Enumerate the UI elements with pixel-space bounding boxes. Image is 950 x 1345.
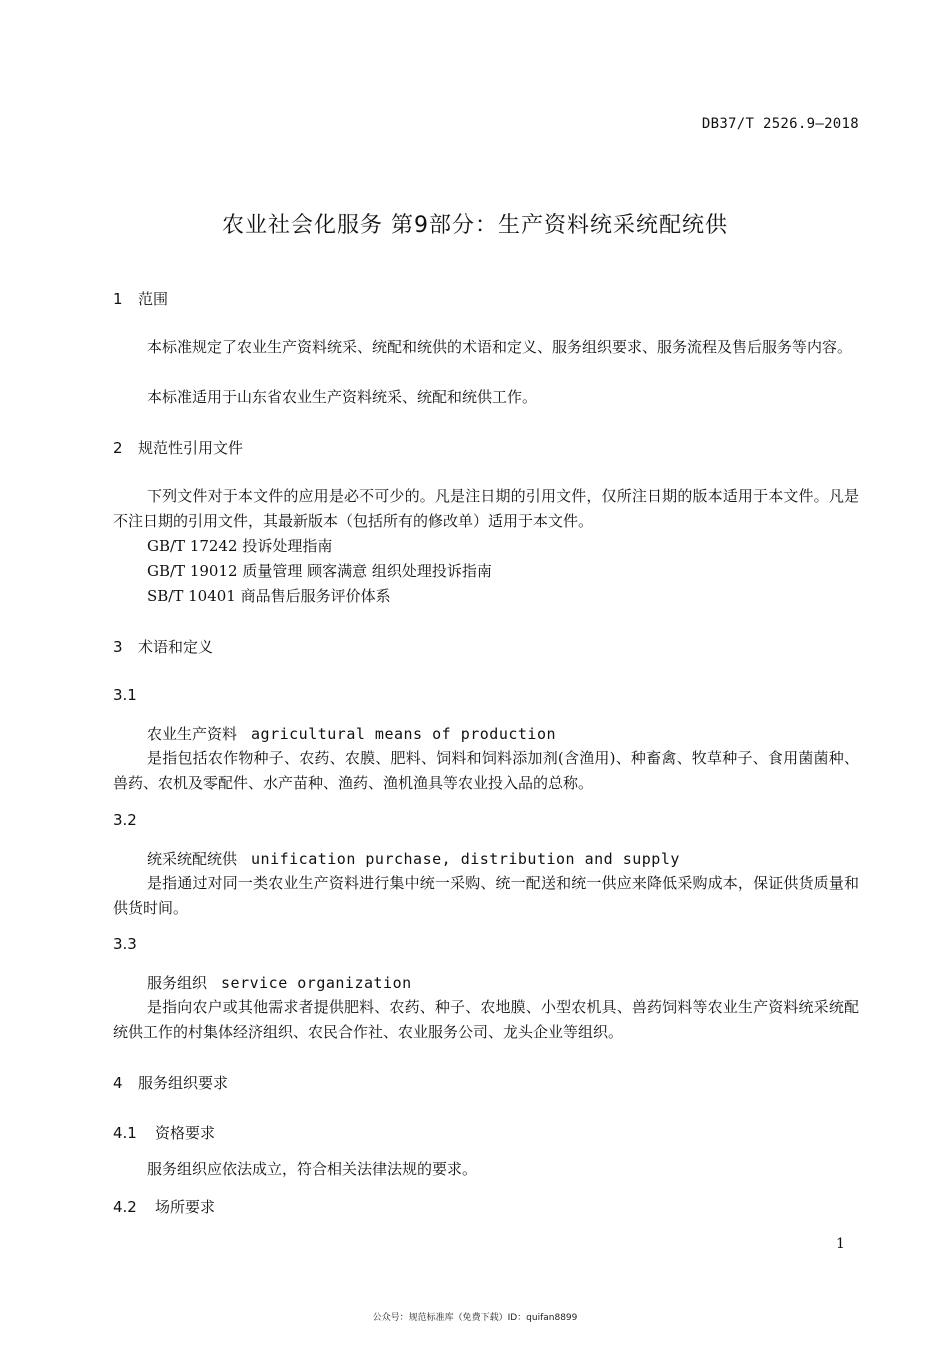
section-title: 术语和定义 bbox=[138, 638, 214, 656]
term-english: unification purchase, distribution and supply bbox=[251, 850, 680, 868]
term-definition: 是指包括农作物种子、农药、农膜、肥料、饲料和饲料添加剂(含渔用)、种畜禽、牧草种子、食用菌菌种、兽药、农机及零配件、水产苗种、渔药、渔机渔具等农业投入品的总称。 bbox=[113, 749, 859, 792]
term-number: 3.3 bbox=[113, 935, 137, 953]
section-title: 规范性引用文件 bbox=[138, 439, 244, 457]
subsection-4-2-heading bbox=[113, 1196, 215, 1217]
subsection-number: 4.1 bbox=[113, 1124, 137, 1142]
term-chinese: 服务组织 bbox=[147, 974, 208, 992]
paragraph: 服务组织应依法成立，符合相关法律法规的要求。 bbox=[147, 1160, 478, 1178]
section-2-heading bbox=[113, 437, 243, 458]
section-3-heading bbox=[113, 636, 213, 657]
subsection-title: 场所要求 bbox=[155, 1198, 216, 1216]
reference-item: SB/T 10401 商品售后服务评价体系 bbox=[147, 587, 391, 605]
section-number: 4 bbox=[113, 1074, 123, 1092]
document-title: 农业社会化服务 第9部分：生产资料统采统配统供 bbox=[222, 213, 728, 238]
term-definition: 是指向农户或其他需求者提供肥料、农药、种子、农地膜、小型农机具、兽药饲料等农业生产资料统采统配统供工作的村集体经济组织、农民合作社、农业服务公司、龙头企业等组织。 bbox=[113, 998, 859, 1041]
paragraph: 本标准规定了农业生产资料统采、统配和统供的术语和定义、服务组织要求、服务流程及售后服务等内容。 bbox=[147, 338, 853, 356]
term-heading bbox=[147, 972, 412, 993]
section-number: 1 bbox=[113, 290, 123, 308]
section-title: 范围 bbox=[138, 290, 169, 308]
section-number: 3 bbox=[113, 638, 123, 656]
section-1-heading bbox=[113, 288, 168, 309]
term-definition: 是指通过对同一类农业生产资料进行集中统一采购、统一配送和统一供应来降低采购成本，保证供货质量和供货时间。 bbox=[113, 874, 859, 917]
page-number: 1 bbox=[836, 1236, 845, 1252]
paragraph: 下列文件对于本文件的应用是必不可少的。凡是注日期的引用文件，仅所注日期的版本适用于本文件。凡是不注日期的引用文件，其最新版本（包括所有的修改单）适用于本文件。 bbox=[113, 487, 859, 530]
subsection-number: 4.2 bbox=[113, 1198, 137, 1216]
term-heading bbox=[147, 848, 680, 869]
reference-item: GB/T 19012 质量管理 顾客满意 组织处理投诉指南 bbox=[147, 562, 492, 580]
paragraph: 本标准适用于山东省农业生产资料统采、统配和统供工作。 bbox=[147, 388, 538, 406]
term-heading bbox=[147, 723, 556, 744]
subsection-title: 资格要求 bbox=[155, 1124, 216, 1142]
term-number: 3.2 bbox=[113, 811, 137, 829]
section-number: 2 bbox=[113, 439, 123, 457]
section-title: 服务组织要求 bbox=[138, 1074, 229, 1092]
term-chinese: 统采统配统供 bbox=[147, 850, 238, 868]
footer-watermark: 公众号：规范标准库（免费下载）ID：quifan8899 bbox=[372, 1313, 578, 1323]
subsection-4-1-heading bbox=[113, 1122, 215, 1143]
term-english: agricultural means of production bbox=[251, 725, 556, 743]
term-chinese: 农业生产资料 bbox=[147, 725, 238, 743]
term-number: 3.1 bbox=[113, 686, 137, 704]
term-english: service organization bbox=[221, 974, 412, 992]
section-4-heading bbox=[113, 1072, 228, 1093]
standard-number: DB37/T 2526.9—2018 bbox=[701, 116, 859, 132]
reference-item: GB/T 17242 投诉处理指南 bbox=[147, 537, 333, 555]
